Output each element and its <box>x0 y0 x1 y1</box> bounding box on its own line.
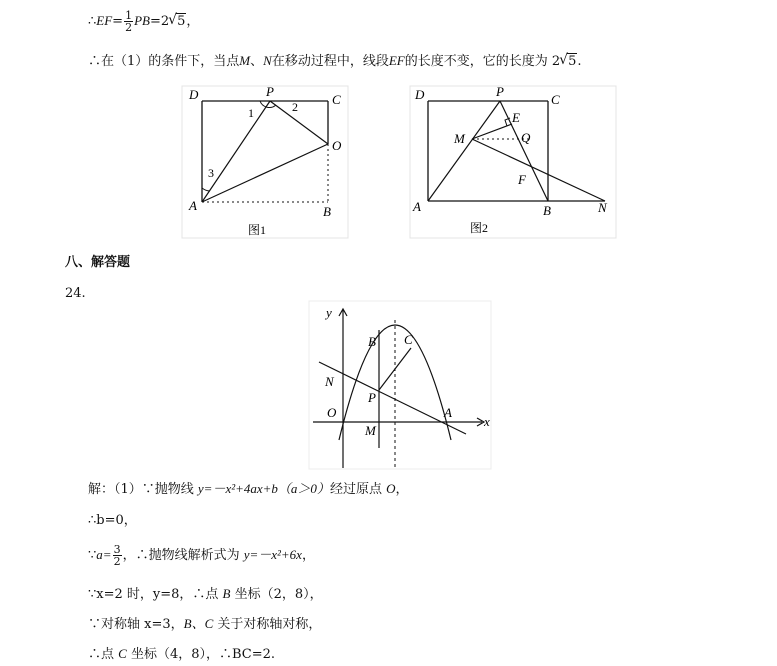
fig1-label-o: O <box>332 138 342 153</box>
fig2-label-a: A <box>413 199 421 214</box>
fraction-three-halves: $\frac{3}{2}$ <box>113 543 121 568</box>
fig3-label-a: A <box>444 405 452 420</box>
fig1-label-d: D <box>189 87 199 102</box>
fig2-label-q: Q <box>521 130 531 145</box>
fig1-label-angle3: 3 <box>208 166 214 180</box>
solution-line-5: ∵对称轴 x=3，B、C 关于对称轴对称， <box>88 616 322 632</box>
fig2-label-e: E <box>512 110 520 125</box>
fig3-label-y: y <box>326 305 332 320</box>
fig1-label-p: P <box>266 84 274 99</box>
fig2-label-f: F <box>518 172 526 187</box>
figure-1 <box>180 84 350 240</box>
fig3-label-c: C <box>404 332 413 347</box>
sqrt-5: √ 5 <box>169 13 186 31</box>
fig2-label-p: P <box>496 84 504 99</box>
section-heading: 八、解答题 <box>65 255 131 270</box>
fig3-label-n: N <box>325 374 334 389</box>
fig1-label-angle2: 2 <box>292 100 298 114</box>
figure-3-parabola <box>308 300 492 470</box>
solution-line-ef: ∴EF= $\frac{1}{2}$ PB=2√ 5， <box>88 10 199 33</box>
solution-line-2: ∴b=0， <box>88 513 137 528</box>
solution-line-1: 解：（1）∵抛物线 y=－x²+4ax+b（a＞0）经过原点 O， <box>88 481 409 497</box>
fig1-label-b: B <box>323 204 331 219</box>
fig1-label-c: C <box>332 92 341 107</box>
fig1-label-angle1: 1 <box>248 106 254 120</box>
fig2-label-m: M <box>454 131 465 146</box>
fig1-label-a: A <box>189 198 197 213</box>
figure-2 <box>408 84 618 240</box>
fig3-label-o: O <box>327 405 337 420</box>
fig2-caption: 图2 <box>470 221 489 235</box>
fig3-label-p: P <box>368 390 376 405</box>
fig2-label-b: B <box>543 203 551 218</box>
solution-line-3: ∵a= $\frac{3}{2}$ ，∴抛物线解析式为 y=－x²+6x， <box>88 543 315 568</box>
fraction-half: $\frac{1}{2}$ <box>125 9 133 34</box>
fig1-caption: 图1 <box>248 223 267 237</box>
fig3-label-x: x <box>484 414 490 429</box>
fig2-label-d: D <box>415 87 425 102</box>
solution-line-6: ∴点 C 坐标（4，8），∴BC=2. <box>88 646 276 662</box>
solution-line-4: ∵x=2 时，y=8，∴点 B 坐标（2，8）， <box>88 586 323 602</box>
fig3-label-b: B <box>368 334 376 349</box>
fig3-label-m: M <box>365 423 376 438</box>
problem-number: 24. <box>65 286 86 301</box>
fig2-label-c: C <box>551 92 560 107</box>
sqrt-5-b: √ 5 <box>560 53 577 71</box>
solution-line-conclusion: ∴在（1）的条件下，当点M、N在移动过程中，线段EF的长度不变，它的长度为 2√ 5. <box>88 52 582 71</box>
fig2-label-n: N <box>598 200 607 215</box>
